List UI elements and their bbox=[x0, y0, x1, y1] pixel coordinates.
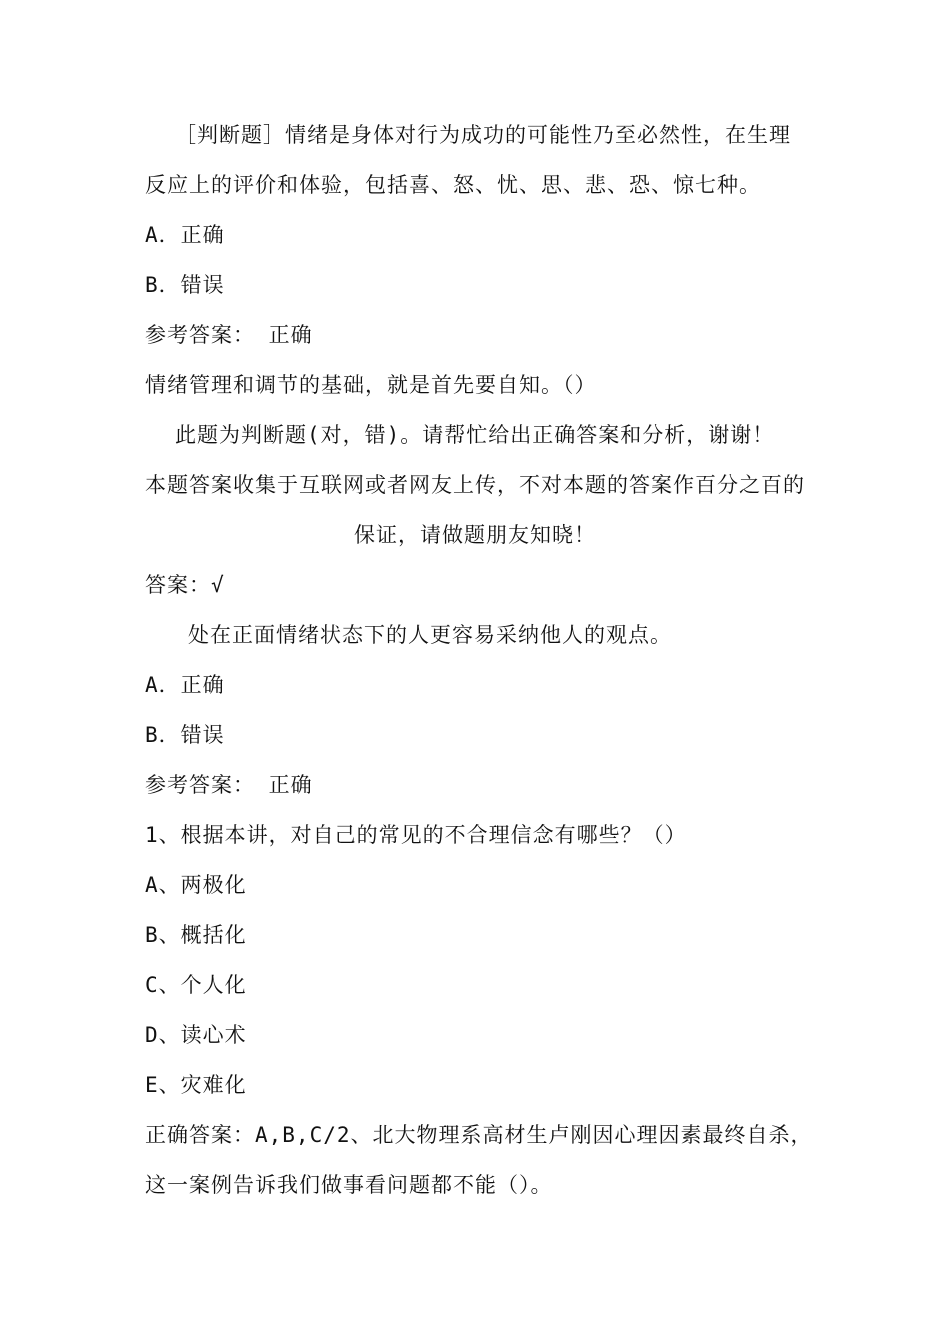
q3-answer: 参考答案： 正确 bbox=[145, 773, 313, 797]
q4-option-d: D、读心术 bbox=[145, 1023, 247, 1047]
q1-text-line-1: ［判断题］情绪是身体对行为成功的可能性乃至必然性，在生理 bbox=[175, 123, 791, 147]
q2-question: 情绪管理和调节的基础，就是首先要自知。（） bbox=[145, 373, 597, 397]
q1-option-b: B．错误 bbox=[145, 273, 225, 297]
q3-option-b: B．错误 bbox=[145, 723, 225, 747]
q4-answer-line-1: 正确答案：A,B,C/2、北大物理系高材生卢刚因心理因素最终自杀， bbox=[145, 1123, 813, 1147]
q4-question: 1、根据本讲，对自己的常见的不合理信念有哪些？（） bbox=[145, 823, 687, 847]
q3-option-a: A．正确 bbox=[145, 673, 225, 697]
q4-option-b: B、概括化 bbox=[145, 923, 247, 947]
q4-option-a: A、两极化 bbox=[145, 873, 247, 897]
q1-answer: 参考答案： 正确 bbox=[145, 323, 313, 347]
q2-disclaimer-line-2: 保证，请做题朋友知晓！ bbox=[354, 523, 596, 547]
q1-text-line-2: 反应上的评价和体验，包括喜、怒、忧、思、悲、恐、惊七种。 bbox=[145, 173, 761, 197]
q1-option-a: A．正确 bbox=[145, 223, 225, 247]
q2-note: 此题为判断题(对，错)。请帮忙给出正确答案和分析，谢谢！ bbox=[175, 423, 775, 447]
q4-option-c: C、个人化 bbox=[145, 973, 247, 997]
q2-answer: 答案：√ bbox=[145, 573, 225, 597]
q2-disclaimer-line-1: 本题答案收集于互联网或者网友上传，不对本题的答案作百分之百的 bbox=[145, 473, 805, 497]
q3-question: 处在正面情绪状态下的人更容易采纳他人的观点。 bbox=[188, 623, 672, 647]
q4-answer-line-2: 这一案例告诉我们做事看问题都不能（）。 bbox=[145, 1173, 553, 1197]
q4-option-e: E、灾难化 bbox=[145, 1073, 247, 1097]
